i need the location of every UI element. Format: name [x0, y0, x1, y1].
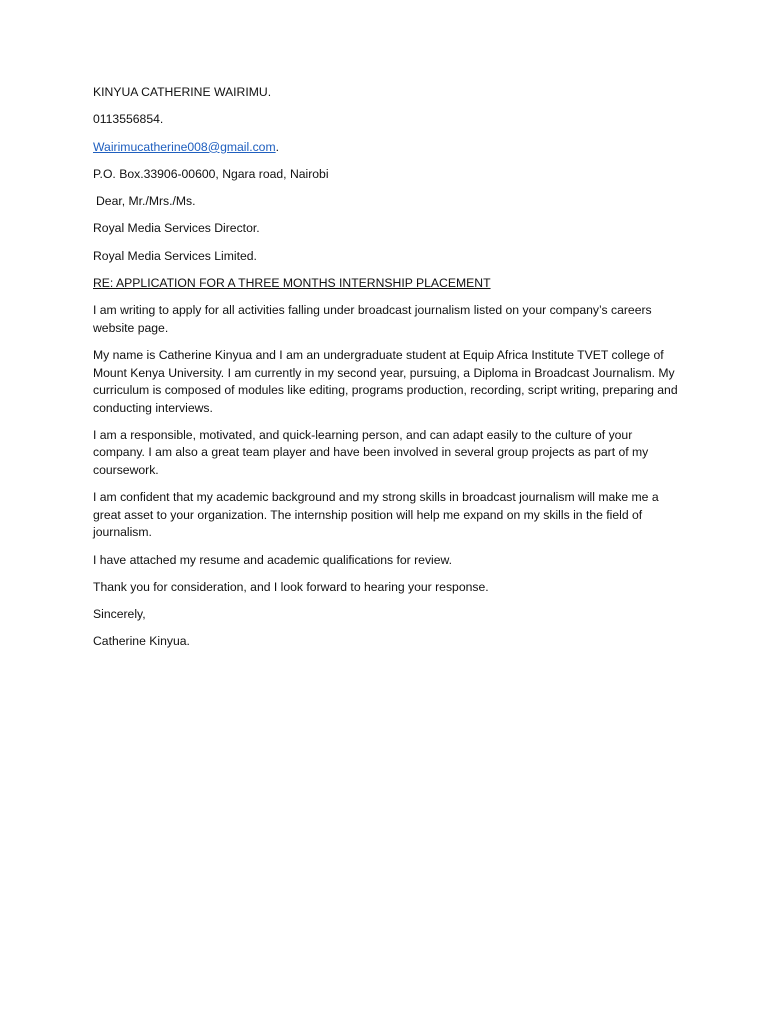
sender-email-link[interactable]: Wairimucatherine008@gmail.com — [93, 139, 276, 154]
salutation: Dear, Mr./Mrs./Ms. — [96, 194, 196, 209]
body-paragraph-6: Thank you for consideration, and I look forward to hearing your response. — [93, 579, 489, 594]
body-paragraph-3: I am a responsible, motivated, and quick-learning person, and can adapt easily to the culture of your company. I am also a great team player and have been involved in several group projects as part of my coursework. — [93, 427, 649, 477]
subject-line: RE: APPLICATION FOR A THREE MONTHS INTERNSHIP PLACEMENT — [93, 276, 491, 291]
body-paragraph-5: I have attached my resume and academic qualifications for review. — [93, 552, 453, 567]
body-paragraph-4: I am confident that my academic background and my strong skills in broadcast journalism will make me a great asset to your organization. The internship position will help me expand on my skills in the field of journalism. — [93, 490, 659, 540]
body-paragraph-1: I am writing to apply for all activities falling under broadcast journalism listed on your company’s careers website page. — [93, 303, 652, 335]
sender-address: P.O. Box.33906-00600, Ngara road, Nairobi — [93, 166, 329, 181]
sender-phone: 0113556854. — [93, 112, 164, 127]
recipient-company: Royal Media Services Limited. — [93, 248, 257, 263]
closing: Sincerely, — [93, 607, 146, 622]
sender-name: KINYUA CATHERINE WAIRIMU. — [93, 85, 272, 99]
recipient-title: Royal Media Services Director. — [93, 221, 260, 236]
signature: Catherine Kinyua. — [93, 634, 190, 649]
sender-email-line — [93, 139, 683, 157]
body-paragraph-2: My name is Catherine Kinyua and I am an undergraduate student at Equip Africa Institute TVET college of Mount Kenya University. I am currently in my second year, pursuing, a Diploma in Broadcast Journalism. My curriculum is composed of modules like editing, programs production, recording, script writing, preparing and conducting interviews. — [93, 348, 678, 415]
letter-document — [93, 84, 683, 661]
sender-email-trailing: . — [275, 139, 280, 154]
